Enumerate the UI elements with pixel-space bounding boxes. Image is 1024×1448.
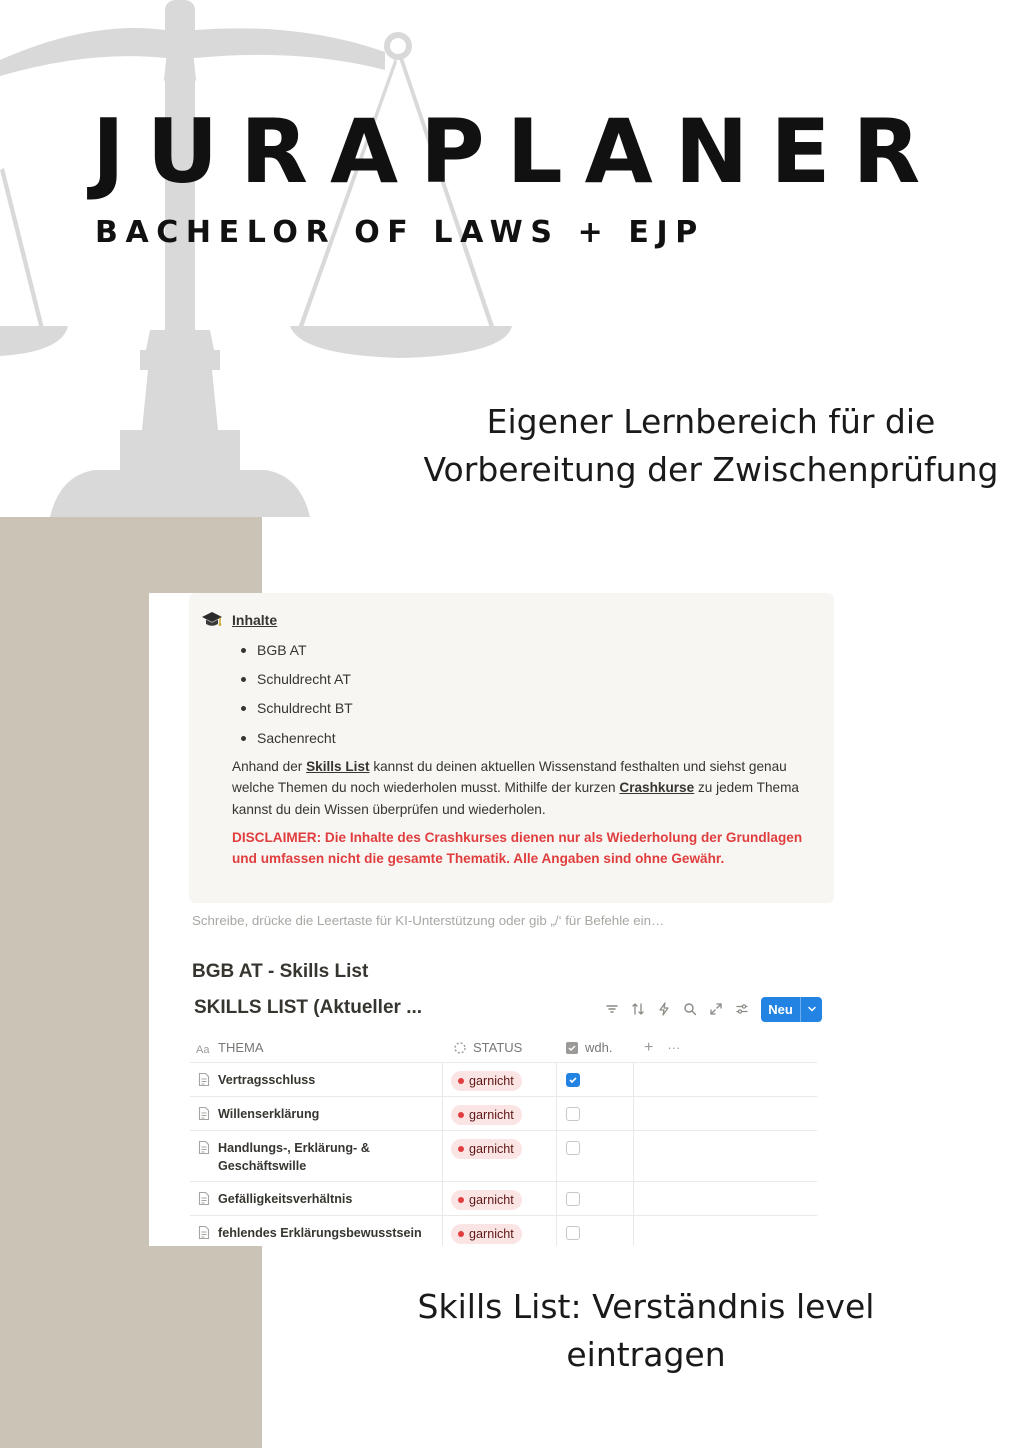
bullet-icon	[241, 736, 246, 741]
text-property-icon	[196, 1042, 212, 1054]
bullet-icon	[241, 706, 246, 711]
new-button[interactable]	[761, 997, 822, 1022]
brand-subtitle: BACHELOR OF LAWS + EJP	[95, 215, 705, 250]
cell-status[interactable]	[443, 1097, 557, 1130]
skills-list-link[interactable]: Skills List	[306, 759, 370, 774]
page-icon	[198, 1225, 210, 1240]
cell-status[interactable]	[443, 1131, 557, 1181]
feature-caption-bottom: Skills List: Verständnis level eintragen	[417, 1287, 875, 1374]
editor-placeholder[interactable]: Schreibe, drücke die Leertaste für KI-Unterstützung oder gib „/‘ für Befehle ein…	[192, 913, 665, 928]
page-icon	[198, 1140, 210, 1155]
new-button-label: Neu	[768, 1001, 793, 1017]
list-item	[239, 696, 353, 725]
thema-text: Gefälligkeitsverhältnis	[218, 1192, 353, 1206]
automation-icon[interactable]	[651, 998, 677, 1020]
status-dot-icon	[458, 1112, 464, 1118]
list-item	[239, 726, 353, 755]
status-badge	[451, 1190, 522, 1210]
plus-icon[interactable]: +	[644, 1038, 654, 1056]
thema-text: Vertragsschluss	[218, 1073, 316, 1087]
topic-label: Schuldrecht BT	[257, 700, 353, 717]
column-label: STATUS	[473, 1040, 523, 1055]
topic-list	[239, 638, 353, 755]
body-text: Anhand der	[232, 759, 307, 774]
status-dot-icon	[458, 1146, 464, 1152]
chevron-down-icon[interactable]	[801, 1004, 822, 1014]
page-icon	[198, 1072, 210, 1087]
table-row[interactable]	[190, 1216, 817, 1246]
cell-empty	[634, 1131, 817, 1181]
database-view-title[interactable]: SKILLS LIST (Aktueller ...	[194, 997, 423, 1018]
database-heading: BGB AT - Skills List	[192, 961, 369, 982]
topic-label: BGB AT	[257, 642, 307, 658]
cell-thema[interactable]	[190, 1097, 443, 1130]
status-dot-icon	[458, 1078, 464, 1084]
cell-thema[interactable]	[190, 1131, 443, 1181]
status-badge	[451, 1071, 522, 1091]
wdh-checkbox[interactable]	[566, 1107, 580, 1121]
topic-label: Sachenrecht	[257, 729, 336, 746]
table-row[interactable]	[190, 1063, 817, 1097]
graduation-cap-icon	[201, 610, 223, 630]
cell-status[interactable]	[443, 1182, 557, 1215]
column-label: wdh.	[585, 1040, 613, 1055]
cell-thema[interactable]	[190, 1063, 443, 1096]
svg-text:Aa: Aa	[196, 1043, 210, 1054]
body-text: zu jedem Thema kannst du dein Wissen überprüfen und wiederholen.	[232, 780, 799, 817]
status-property-icon	[453, 1041, 467, 1055]
database-toolbar	[599, 997, 822, 1021]
column-header-wdh[interactable]	[557, 1033, 634, 1063]
status-badge	[451, 1105, 522, 1125]
settings-icon[interactable]	[729, 998, 755, 1020]
wdh-checkbox[interactable]	[566, 1226, 580, 1240]
cell-status[interactable]	[443, 1216, 557, 1246]
list-item	[239, 667, 353, 696]
status-badge	[451, 1224, 522, 1244]
table-row[interactable]	[190, 1182, 817, 1216]
status-text: garnicht	[469, 1227, 514, 1241]
skills-table	[190, 1033, 817, 1246]
wdh-checkbox[interactable]	[566, 1073, 580, 1087]
notion-screenshot	[149, 593, 835, 1246]
table-header	[190, 1033, 817, 1063]
topic-label: Schuldrecht AT	[257, 671, 351, 688]
column-header-thema[interactable]	[190, 1033, 443, 1063]
thema-text: Handlungs-, Erklärung- & Geschäftswille	[218, 1141, 370, 1173]
cell-wdh[interactable]	[557, 1097, 634, 1130]
expand-icon[interactable]	[703, 998, 729, 1020]
wdh-checkbox[interactable]	[566, 1192, 580, 1206]
list-item	[239, 638, 353, 667]
crashkurse-link[interactable]: Crashkurse	[619, 780, 695, 796]
table-row[interactable]	[190, 1097, 817, 1131]
cell-thema[interactable]	[190, 1216, 443, 1246]
status-text: garnicht	[469, 1108, 514, 1122]
page-icon	[198, 1191, 210, 1206]
column-actions	[634, 1033, 817, 1063]
thema-text: fehlendes Erklärungsbewusstsein	[218, 1226, 422, 1240]
disclaimer-text: DISCLAIMER: Die Inhalte des Crashkurses dienen nur als Wiederholung der Grundlagen und umfassen nicht die gesamte Thematik. Alle Angaben sind ohne Gewähr.	[232, 830, 803, 867]
sort-icon[interactable]	[625, 998, 651, 1020]
feature-caption-top: Eigener Lernbereich für die Vorbereitung der Zwischenprüfung	[423, 402, 999, 489]
callout-block	[189, 593, 834, 903]
filter-icon[interactable]	[599, 998, 625, 1020]
page-icon	[198, 1106, 210, 1121]
thema-text: Willenserklärung	[218, 1107, 320, 1121]
column-label: THEMA	[218, 1040, 264, 1055]
bullet-icon	[241, 648, 246, 653]
callout-description	[232, 756, 812, 820]
status-dot-icon	[458, 1197, 464, 1203]
status-badge	[451, 1139, 522, 1159]
status-dot-icon	[458, 1231, 464, 1237]
cell-wdh[interactable]	[557, 1182, 634, 1215]
body-text: kannst du deinen aktuellen Wissenstand festhalten und siehst genau welche Themen du noch wiederholen musst. Mithilfe der kurzen	[232, 759, 787, 796]
bullet-icon	[241, 677, 246, 682]
status-text: garnicht	[469, 1074, 514, 1088]
cell-status[interactable]	[443, 1063, 557, 1096]
callout-title[interactable]: Inhalte	[232, 612, 278, 628]
more-options-icon[interactable]: ···	[667, 1040, 681, 1055]
status-text: garnicht	[469, 1193, 514, 1207]
cell-empty	[634, 1182, 817, 1215]
cell-thema[interactable]	[190, 1182, 443, 1215]
cell-empty	[634, 1097, 817, 1130]
brand-title: JURAPLANER	[92, 100, 943, 203]
checkbox-property-icon	[565, 1041, 579, 1055]
wdh-checkbox[interactable]	[566, 1141, 580, 1155]
table-row[interactable]	[190, 1131, 817, 1182]
checkmark-icon	[568, 1075, 578, 1085]
cell-wdh[interactable]	[557, 1216, 634, 1246]
status-text: garnicht	[469, 1142, 514, 1156]
cell-empty	[634, 1216, 817, 1246]
cell-wdh[interactable]	[557, 1131, 634, 1181]
cell-wdh[interactable]	[557, 1063, 634, 1096]
search-icon[interactable]	[677, 998, 703, 1020]
column-header-status[interactable]	[443, 1033, 557, 1063]
cell-empty	[634, 1063, 817, 1096]
